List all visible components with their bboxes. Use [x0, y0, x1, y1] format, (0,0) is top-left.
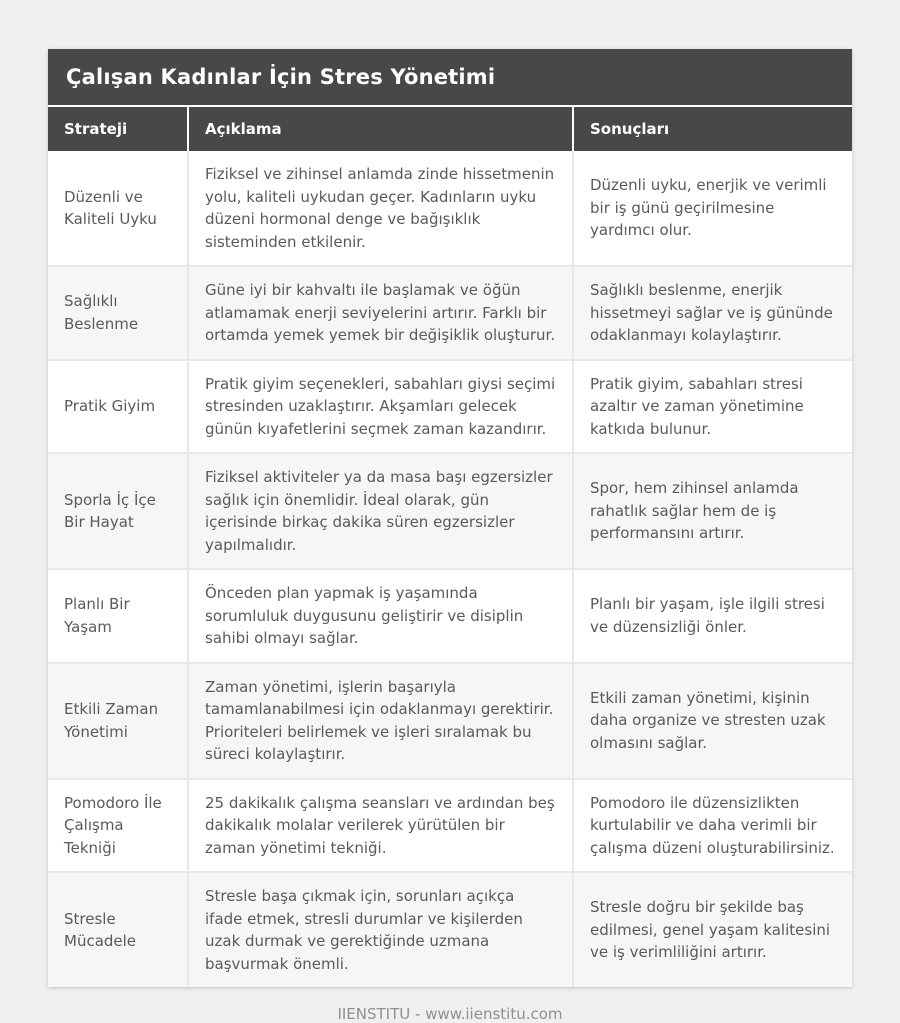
table-row [48, 779, 852, 873]
column-header-strateji: Strateji [48, 107, 188, 151]
cell-aciklama: Zaman yönetimi, işlerin başarıyla tamamlanabilmesi için odaklanmayı gerektirir. Prioriteleri belirlemek ve işleri sıralamak bu süreci kolaylaştırır. [188, 663, 573, 779]
cell-aciklama: Pratik giyim seçenekleri, sabahları giysi seçimi stresinden uzaklaştırır. Akşamları gelecek günün kıyafetlerini seçmek zaman kazandırır. [188, 360, 573, 454]
cell-strateji: Etkili Zaman Yönetimi [64, 700, 159, 741]
cell-sonuclari: Stresle doğru bir şekilde baş edilmesi, genel yaşam kalitesini ve iş verimliliğini artırır. [573, 872, 852, 987]
stress-management-table [48, 107, 852, 987]
cell-aciklama: Stresle başa çıkmak için, sorunları açıkça ifade etmek, stresli durumlar ve kişilerden uzak durmak ve gerektiğinde uzmana başvurmak önemli. [188, 872, 573, 987]
cell-sonuclari: Etkili zaman yönetimi, kişinin daha organize ve stresten uzak olmasını sağlar. [573, 663, 852, 779]
cell-strateji: Sağlıklı Beslenme [64, 292, 139, 333]
table-row [48, 151, 852, 266]
cell-strateji: Sporla İç İçe Bir Hayat [64, 490, 156, 531]
cell-aciklama: Fiziksel aktiviteler ya da masa başı egzersizler sağlık için önemlidir. İdeal olarak, gün içerisinde birkaç dakika süren egzersizler yapılmalıdır. [188, 453, 573, 569]
cell-sonuclari: Pomodoro ile düzensizlikten kurtulabilir ve daha verimli bir çalışma düzeni oluşturabilirsiniz. [573, 779, 852, 873]
column-header-sonuclari: Sonuçları [573, 107, 852, 151]
table-row [48, 663, 852, 779]
column-header-aciklama: Açıklama [188, 107, 573, 151]
table-row [48, 360, 852, 454]
cell-sonuclari: Planlı bir yaşam, işle ilgili stresi ve düzensizliği önler. [573, 569, 852, 663]
cell-strateji: Planlı Bir Yaşam [64, 595, 130, 636]
cell-aciklama: Fiziksel ve zihinsel anlamda zinde hissetmenin yolu, kaliteli uykudan geçer. Kadınların uyku düzeni hormonal denge ve bağışıklık sisteminden etkilenir. [188, 151, 573, 266]
cell-strateji: Stresle Mücadele [64, 909, 137, 950]
cell-strateji: Pratik Giyim [64, 397, 156, 415]
cell-aciklama: Güne iyi bir kahvaltı ile başlamak ve öğün atlamamak enerji seviyelerini artırır. Farklı bir ortamda yemek yemek bir değişiklik oluşturur. [188, 266, 573, 360]
content-card [48, 49, 852, 987]
cell-sonuclari: Sağlıklı beslenme, enerjik hissetmeyi sağlar ve iş gününde odaklanmayı kolaylaştırır. [573, 266, 852, 360]
cell-aciklama: Önceden plan yapmak iş yaşamında sorumluluk duygusunu geliştirir ve disiplin sahibi olmayı sağlar. [188, 569, 573, 663]
table-row [48, 872, 852, 987]
cell-aciklama: 25 dakikalık çalışma seansları ve ardından beş dakikalık molalar verilerek yürütülen bir zaman yönetimi tekniği. [188, 779, 573, 873]
footer-branding: IIENSTITU - www.iienstitu.com [337, 1005, 563, 1023]
page-title: Çalışan Kadınlar İçin Stres Yönetimi [48, 49, 852, 107]
table-row [48, 453, 852, 569]
table-row [48, 569, 852, 663]
cell-sonuclari: Pratik giyim, sabahları stresi azaltır ve zaman yönetimine katkıda bulunur. [573, 360, 852, 454]
cell-sonuclari: Düzenli uyku, enerjik ve verimli bir iş günü geçirilmesine yardımcı olur. [573, 151, 852, 266]
cell-strateji: Pomodoro İle Çalışma Tekniği [64, 793, 162, 857]
table-header-row [48, 107, 852, 151]
cell-sonuclari: Spor, hem zihinsel anlamda rahatlık sağlar hem de iş performansını artırır. [573, 453, 852, 569]
cell-strateji: Düzenli ve Kaliteli Uyku [64, 187, 157, 228]
table-row [48, 266, 852, 360]
